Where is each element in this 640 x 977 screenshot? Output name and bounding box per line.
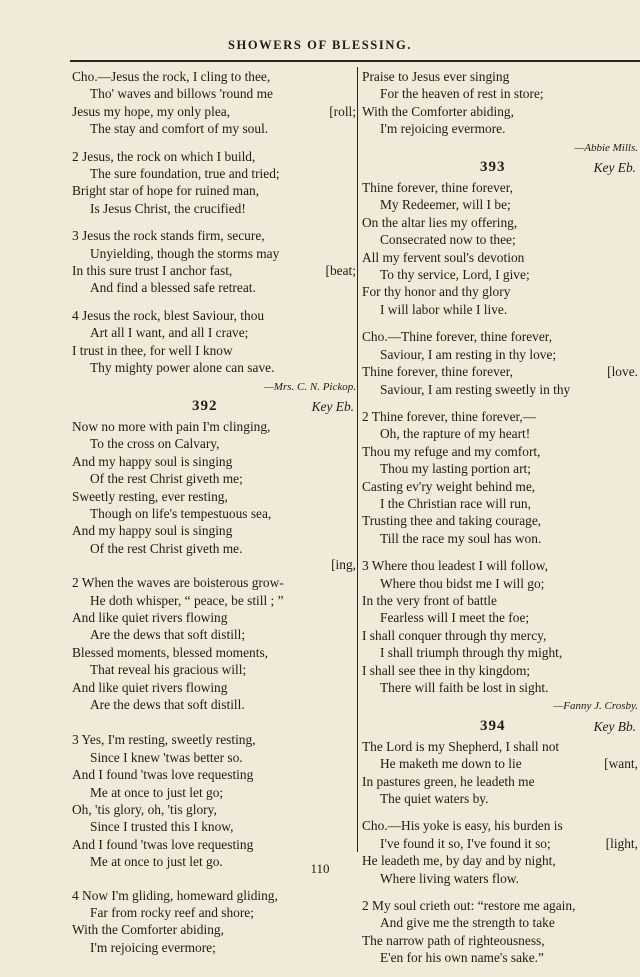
verse-line: I trust in thee, for well I know [72, 342, 233, 358]
verse-line: The sure foundation, true and tried; [90, 166, 280, 182]
verse-line: Till the race my soul has won. [380, 530, 542, 546]
turnover-word: [light, [605, 835, 638, 851]
turnover-word: [beat; [325, 263, 356, 279]
verse-line: I'm rejoicing evermore. [380, 121, 506, 137]
verse-line: In pastures green, he leadeth me [362, 773, 535, 789]
verse-line: 3 Jesus the rock stands firm, secure, [72, 228, 265, 244]
verse-line: Now no more with pain I'm clinging, [72, 418, 271, 434]
verse-line: For thy honor and thy glory [362, 284, 511, 300]
hymn-393-verse-3 [362, 557, 638, 716]
verse-line: Consecrated now to thee; [380, 232, 516, 248]
verse-line: My Redeemer, will I be; [380, 197, 511, 213]
hymn-394-heading [362, 718, 638, 738]
verse-line: Sweetly resting, ever resting, [72, 488, 228, 504]
verse-line: To thy service, Lord, I give; [380, 267, 530, 283]
verse-line: Since I trusted this I know, [90, 819, 234, 835]
verse-line: The Lord is my Shepherd, I shall not [362, 738, 560, 754]
verse-line: On the altar lies my offering, [362, 214, 518, 230]
verse-line: And give me the strength to take [380, 915, 555, 931]
hymn-391-chorus [72, 68, 356, 138]
verse-line: Are the dews that soft distill; [90, 627, 246, 643]
verse-line: I shall conquer through thy mercy, [362, 627, 547, 643]
verse-line: Trusting thee and taking courage, [362, 513, 542, 529]
verse-line: I the Christian race will run, [380, 495, 531, 511]
verse-line: Art all I want, and all I crave; [90, 325, 249, 341]
verse-line: And find a blessed safe retreat. [90, 280, 256, 296]
hymn-391-verse-3 [72, 227, 356, 297]
verse-line: [roll; Jesus my hope, my only plea, [72, 103, 356, 119]
verse-line: E'en for his own name's sake.” [380, 950, 544, 966]
verse-line: [love. Thine forever, thine forever, [362, 364, 638, 380]
verse-line: Where living waters flow. [380, 870, 519, 886]
page-number: 110 [310, 861, 330, 876]
hymn-392-verse-2 [72, 574, 356, 713]
verse-line: In the very front of battle [362, 592, 497, 608]
verse-line: With the Comforter abiding, [72, 922, 224, 938]
verse-line: Casting ev'ry weight behind me, [362, 478, 536, 494]
verse-line: Blessed moments, blessed moments, [72, 644, 269, 660]
verse-line: The quiet waters by. [380, 791, 489, 807]
hymn-393-verse-2 [362, 408, 638, 547]
hymn-392-heading [72, 398, 356, 418]
hymn-number: 394 [480, 717, 506, 734]
verse-line: Oh, 'tis glory, oh, 'tis glory, [72, 802, 217, 818]
verse-line: Of the rest Christ giveth me. [90, 540, 243, 556]
verse-line: The stay and comfort of my soul. [90, 121, 269, 137]
verse-line: Are the dews that soft distill. [90, 697, 245, 712]
verse-line: And I found 'twas love requesting [72, 767, 254, 783]
hymn-number: 393 [480, 159, 506, 176]
verse-line: Of the rest Christ giveth me; [90, 471, 243, 487]
verse-line: Unyielding, though the storms may [90, 245, 280, 261]
verse-line: That reveal his gracious will; [90, 662, 247, 678]
hymn-394-verse-1 [362, 738, 638, 808]
verse-line: Cho.—Jesus the rock, I cling to thee, [72, 69, 271, 84]
verse-line: He leadeth me, by day and by night, [362, 853, 556, 869]
turnover-word: [ing, [331, 557, 356, 573]
verse-line: For the heaven of rest in store; [380, 86, 544, 102]
turnover-word: [love. [607, 364, 638, 380]
right-column [362, 68, 638, 977]
hymn-393-chorus [362, 328, 638, 398]
verse-line: And I found 'twas love requesting [72, 836, 254, 852]
verse-line: 2 When the waves are boisterous grow- [72, 575, 284, 591]
verse-line: Thou my lasting portion art; [380, 461, 531, 477]
verse-line: I will labor while I live. [380, 301, 508, 317]
verse-line: Though on life's tempestuous sea, [90, 505, 272, 521]
verse-line: [want, He maketh me down to lie [380, 756, 638, 772]
verse-line: Me at once to just let go; [90, 784, 224, 800]
hymn-391-verse-2 [72, 148, 356, 218]
hymn-392-verse-1 [72, 418, 356, 572]
verse-line: Thou my refuge and my comfort, [362, 443, 541, 459]
hymn-number: 392 [192, 397, 218, 414]
left-column [72, 68, 356, 966]
verse-line: Fearless will I meet the foe; [380, 610, 530, 626]
verse-line: He doth whisper, “ peace, be still ; ” [90, 592, 284, 608]
verse-line: There will faith be lost in sight. [380, 680, 549, 695]
verse-line: The narrow path of righteousness, [362, 932, 545, 948]
verse-line: 3 Where thou leadest I will follow, [362, 558, 548, 574]
turnover-word: [roll; [329, 103, 356, 119]
page-header: SHOWERS OF BLESSING. [227, 38, 412, 52]
verse-line: And like quiet rivers flowing [72, 609, 228, 625]
verse-line: 2 My soul crieth out: “restore me again, [362, 898, 576, 914]
verse-line: 4 Jesus the rock, blest Saviour, thou [72, 307, 265, 323]
verse-line: 4 Now I'm gliding, homeward gliding, [72, 887, 278, 903]
verse-line: With the Comforter abiding, [362, 103, 514, 119]
author-attribution: —Mrs. C. N. Pickop. [264, 380, 356, 393]
hymn-392-verse-4 [72, 887, 356, 957]
verse-line: 2 Thine forever, thine forever,— [362, 408, 537, 424]
verse-line: Saviour, I am resting sweetly in thy [380, 381, 571, 397]
verse-line: Since I knew 'twas better so. [90, 749, 243, 765]
verse-line: Saviour, I am resting in thy love; [380, 346, 557, 362]
verse-line: Oh, the rapture of my heart! [380, 426, 531, 442]
hymn-key: Key Bb. [593, 718, 636, 734]
verse-line: 3 Yes, I'm resting, sweetly resting, [72, 732, 256, 748]
verse-line: Bright star of hope for ruined man, [72, 183, 260, 199]
hymn-391-verse-4 [72, 307, 356, 396]
verse-line: I'm rejoicing evermore; [90, 939, 216, 955]
hymn-393-heading [362, 159, 638, 179]
verse-line: And like quiet rivers flowing [72, 679, 228, 695]
hymn-key: Key Eb. [593, 160, 636, 176]
verse-line: [light, I've found it so, I've found it so; [380, 835, 638, 851]
verse-line: [beat; In this sure trust I anchor fast, [72, 263, 356, 279]
hymn-394-verse-2 [362, 897, 638, 967]
header-rule [70, 60, 640, 62]
hymn-key: Key Eb. [311, 398, 354, 414]
verse-line: To the cross on Calvary, [90, 436, 220, 452]
author-attribution: —Fanny J. Crosby. [553, 700, 638, 713]
verse-line: And my happy soul is singing [72, 523, 233, 539]
verse-line: Praise to Jesus ever singing [362, 69, 510, 84]
verse-line: All my fervent soul's devotion [362, 249, 525, 265]
verse-line: Cho.—Thine forever, thine forever, [362, 329, 553, 345]
verse-line: I shall see thee in thy kingdom; [362, 662, 531, 678]
verse-line: Me at once to just let go. [90, 854, 223, 870]
verse-line: I shall triumph through thy might, [380, 645, 563, 661]
verse-line: Tho' waves and billows 'round me [90, 86, 273, 102]
author-attribution: —Abbie Mills. [574, 141, 638, 154]
hymn-392-verse-3 [72, 731, 356, 870]
column-divider [357, 67, 358, 852]
verse-line: 2 Jesus, the rock on which I build, [72, 148, 256, 164]
turnover-word: [want, [604, 756, 638, 772]
verse-line: Thine forever, thine forever, [362, 180, 513, 196]
verse-line: Far from rocky reef and shore; [90, 905, 254, 921]
verse-line: Thy mighty power alone can save. [90, 360, 275, 376]
hymn-392-final-lines [362, 68, 638, 157]
verse-line: And my happy soul is singing [72, 453, 233, 469]
verse-line: Where thou bidst me I will go; [380, 575, 545, 591]
hymn-393-verse-1 [362, 179, 638, 318]
verse-line: Cho.—His yoke is easy, his burden is [362, 818, 563, 834]
verse-line: Is Jesus Christ, the crucified! [90, 200, 246, 216]
